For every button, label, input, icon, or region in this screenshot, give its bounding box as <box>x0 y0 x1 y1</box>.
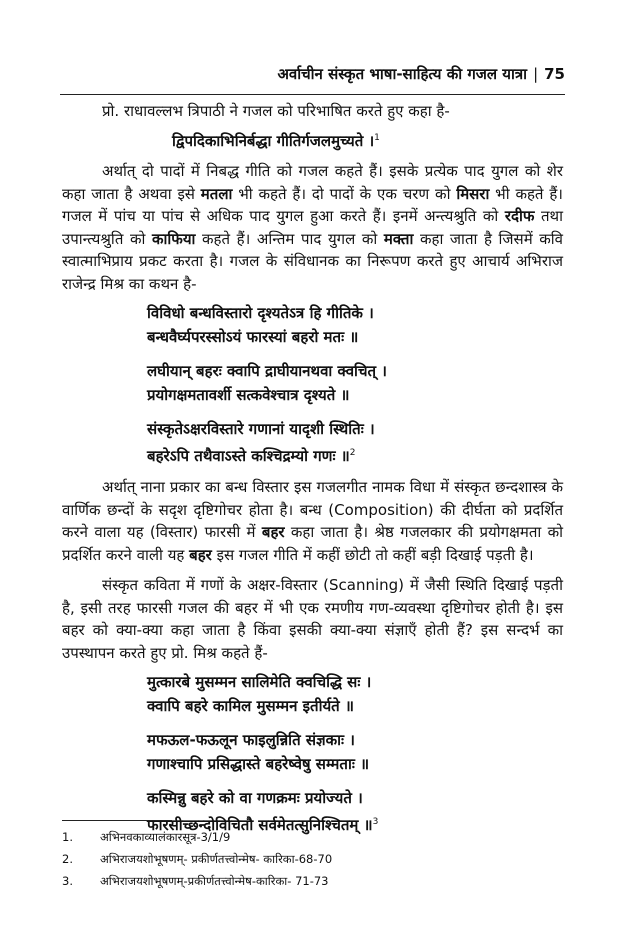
bahar-paragraph: अर्थात् नाना प्रकार का बन्ध विस्तार इस गजलगीत नामक विधा में संस्कृत छन्दशास्त्र के वार्णिक छन्दों के सदृश दृष्टिगोचर होता है। बन्ध (Composition) की दीर्घता को प्रदर्शित करने वाला यह (विस्तार) फारसी में बहर कहा जाता है। श्रेष्ठ गजलकार की प्रयोगक्षमता को प्रदर्शित करने वाली यह बहर इस गजल गीति में कहीं छोटी तो कहीं बड़ी दिखाई पड़ती है। <box>62 478 563 564</box>
verse-line: मुत्कारबे मुसम्मन सालिमेति क्वचिद्धि सः । <box>147 673 372 691</box>
term-makta: मक्ता <box>383 229 414 248</box>
footnote-3: 3. अभिराजयशोभूषणम्-प्रकीर्णतत्त्वोन्मेष-कारिका- 71-73 <box>62 874 329 888</box>
verse-line: बन्धवैर्घ्यपरस्सोऽयं फारस्यां बहरो मतः ॥ <box>147 328 359 346</box>
term-radif: रदीफ <box>504 207 535 225</box>
footnote-ref-3[interactable]: 3 <box>372 817 379 827</box>
verse-line: गणाश्चापि प्रसिद्धास्ते बहरेष्वेषु सम्मताः ॥ <box>147 755 370 773</box>
term-bahar-2: बहर <box>189 545 212 564</box>
verse-line: कस्मिन्नु बहरे को वा गणक्रमः प्रयोज्यते । <box>147 789 363 807</box>
definition-line <box>62 127 563 153</box>
scanning-text: संस्कृत कविता में गणों के अक्षर-विस्तार (Scanning) में जैसी स्थिति दिखाई पड़ती है, इसी तरह फारसी गजल की बहर में भी एक रमणीय गण-व्यवस्था दृष्टिगोचर होती है। इस बहर को क्या-क्या कहा जाता है किंवा इसकी क्या-क्या संज्ञाएँ होती हैं? इस सन्दर्भ का उपस्थापन करते हुए प्रो. मिश्र कहते हैं- <box>62 576 563 662</box>
term-kafiya: काफिया <box>151 229 196 248</box>
verse-line: क्वापि बहरे कामिल मुसम्मन इतीर्यते ॥ <box>147 697 354 715</box>
verse-line: विविधो बन्धविस्तारो दृश्यतेऽत्र हि गीतिके । <box>147 304 374 322</box>
page-number: 75 <box>544 65 565 83</box>
running-title: अर्वाचीन संस्कृत भाषा-साहित्य की गजल यात्रा <box>277 65 528 83</box>
verse-block-1 <box>62 301 563 468</box>
footnotes <box>62 826 563 892</box>
term-matla: मतला <box>200 184 233 203</box>
verse-line: संस्कृतेऽक्षरविस्तारे गणानां यादृशी स्थितिः । <box>147 420 375 438</box>
verse-line: मफऊल-फऊलून फाइलुन्निति संज्ञकाः । <box>147 731 355 749</box>
explanation-paragraph: अर्थात् दो पादों में निबद्ध गीति को गजल कहते हैं। इसके प्रत्येक पाद युगल को शेर कहा जाता है अथवा इसे मतला भी कहते हैं। दो पादों के एक चरण को मिसरा भी कहते हैं। गजल में पांच या पांच से अधिक पाद युगल हुआ करते हैं। इनमें अन्त्यश्रुति को रदीफ तथा उपान्त्यश्रुति को काफिया कहते हैं। अन्तिम पाद युगल को मक्ता कहा जाता है जिसमें कवि स्वात्माभिप्राय प्रकट करता है। गजल के संविधानक का निरूपण करते हुए आचार्य अभिराज राजेन्द्र मिश्र का कथन है- <box>62 162 564 293</box>
term-misra: मिसरा <box>456 184 490 203</box>
term-bahar: बहर <box>261 523 285 541</box>
verse-line: बहरेऽपि तथैवाऽस्ते कश्चिद्रम्यो गणः ॥$^2$ <box>147 447 356 465</box>
scanning-paragraph <box>62 574 563 664</box>
verse-line: लघीयान् बहरः क्वापि द्राघीयानथवा क्वचित् । <box>147 362 387 380</box>
header-separator: | <box>533 65 539 83</box>
footnote-ref-2[interactable]: 2 <box>349 448 356 458</box>
running-header <box>60 64 565 95</box>
definition-text: द्विपदिकाभिनिर्बद्धा गीतिर्गजलमुच्यते । <box>172 131 375 150</box>
footnote-1: 1. अभिनवकाव्यालंकारसूत्र-3/1/9 <box>62 830 231 844</box>
verse-block-2 <box>62 670 563 837</box>
page-body <box>62 100 563 845</box>
verse-line: फारसीच्छन्दोविचितौ सर्वमेतत्सुनिश्चितम् ॥$^3$ <box>147 816 379 834</box>
intro-text: प्रो. राधावल्लभ त्रिपाठी ने गजल को परिभाषित करते हुए कहा है- <box>102 102 450 120</box>
verse-line: प्रयोगक्षमतावर्शी सत्कवेश्चात्र दृश्यते ॥ <box>147 386 350 404</box>
footnote-divider <box>62 820 172 821</box>
intro-paragraph <box>62 100 563 123</box>
footnote-ref-1[interactable]: 1 <box>374 132 380 143</box>
footnote-2: 2. अभिराजयशोभूषणम्- प्रकीर्णतत्त्वोन्मेष- कारिका-68-70 <box>62 852 333 866</box>
